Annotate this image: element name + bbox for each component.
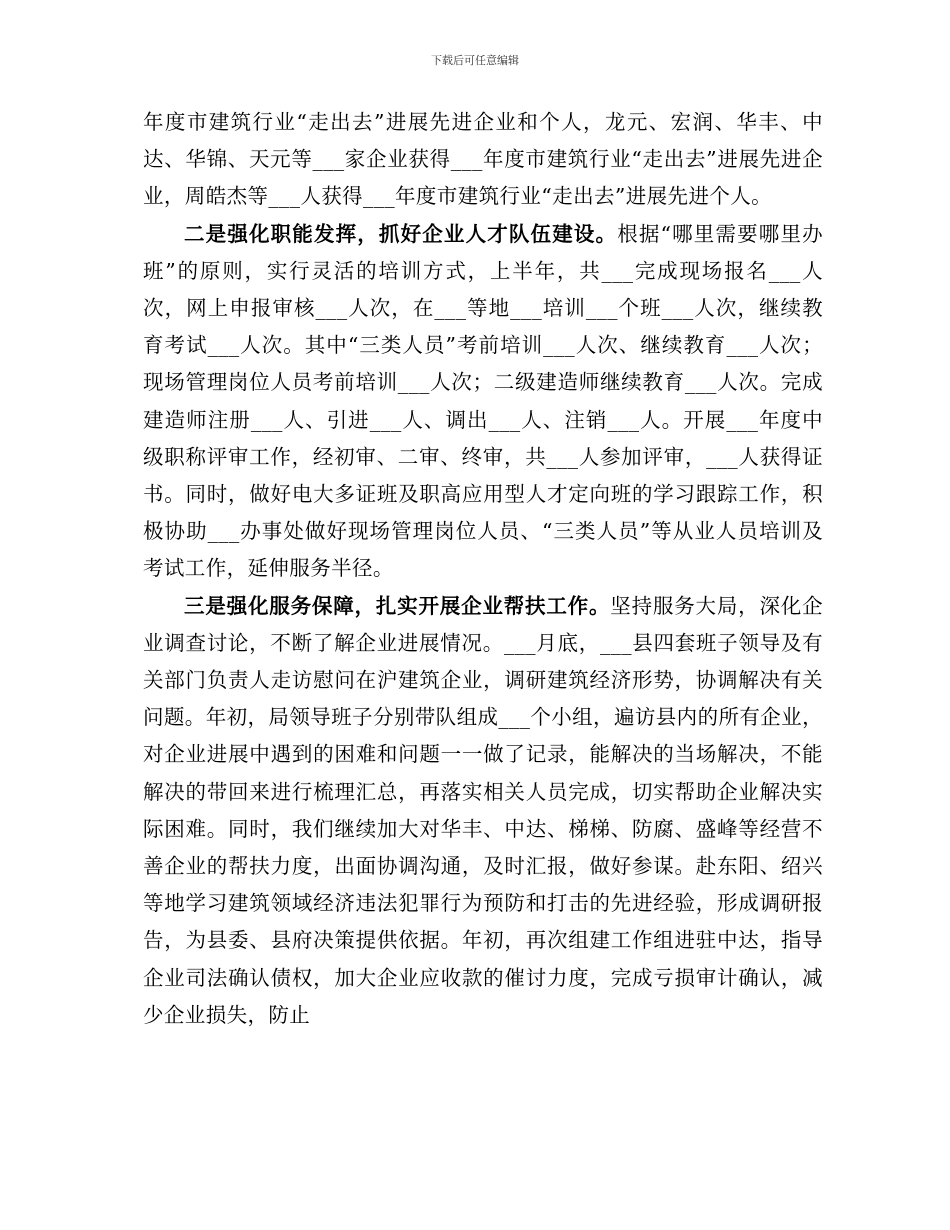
paragraph-1-text: 年度市建筑行业“走出去”进展先进企业和个人，龙元、宏润、华丰、中达、华锦、天元等___家企业获得___年度市建筑行业“走出去”进展先进企业，周皓杰等___人获得___年度市建筑行业“走出去”进展先进个人。 <box>143 110 823 209</box>
paragraph-3 <box>143 588 823 1034</box>
paragraph-3-heading: 三是强化服务保障，扎实开展企业帮扶工作。 <box>184 593 611 618</box>
paragraph-2-text: 根据“哪里需要哪里办班”的原则，实行灵活的培训方式，上半年，共___完成现场报名___人次，网上申报审核___人次，在___等地___培训___个班___人次，继续教育考试___人次。其中“三类人员”考前培训___人次、继续教育___人次；现场管理岗位人员考前培训___人次；二级建造师继续教育___人次。完成建造师注册___人、引进___人、调出___人、注销___人。开展___年度中级职称评审工作，经初审、二审、终审，共___人参加评审，___人获得证书。同时，做好电大多证班及职高应用型人才定向班的学习跟踪工作，积极协助___办事处做好现场管理岗位人员、“三类人员”等从业人员培训及考试工作，延伸服务半径。 <box>143 221 823 581</box>
paragraph-1 <box>143 104 823 216</box>
document-body <box>143 104 823 1034</box>
paragraph-3-text: 坚持服务大局，深化企业调查讨论，不断了解企业进展情况。___月底，___县四套班子领导及有关部门负责人走访慰问在沪建筑企业，调研建筑经济形势，协调解决有关问题。年初，局领导班子分别带队组成___个小组，遍访县内的所有企业，对企业进展中遇到的困难和问题一一做了记录，能解决的当场解决，不能解决的带回来进行梳理汇总，再落实相关人员完成，切实帮助企业解决实际困难。同时，我们继续加大对华丰、中达、梯梯、防腐、盛峰等经营不善企业的帮扶力度，出面协调沟通，及时汇报，做好参谋。赴东阳、绍兴等地学习建筑领域经济违法犯罪行为预防和打击的先进经验，形成调研报告，为县委、县府决策提供依据。年初，再次组建工作组进驻中达，指导企业司法确认债权，加大企业应收款的催讨力度，完成亏损审计确认，减少企业损失，防止 <box>143 593 824 1027</box>
paragraph-2-heading: 二是强化职能发挥，抓好企业人才队伍建设。 <box>184 221 618 246</box>
page-header: 下载后可任意编辑 <box>431 54 519 67</box>
paragraph-2 <box>143 216 823 588</box>
